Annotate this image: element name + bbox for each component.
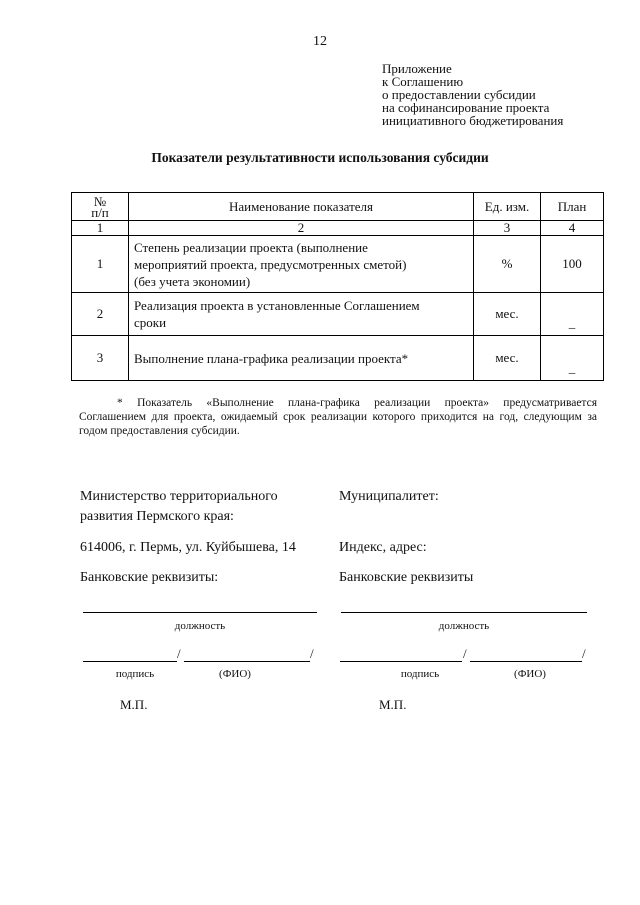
ministry-bank-details: Банковские реквизиты: — [80, 570, 219, 585]
row-num: 2 — [72, 293, 129, 336]
row-plan: _ — [541, 336, 604, 381]
header-num-abbrev: п/п — [91, 204, 109, 220]
row-name-line: Степень реализации проекта (выполнение — [134, 239, 368, 255]
municipality-slash: / — [582, 646, 586, 661]
row-name — [129, 236, 474, 293]
row-name — [129, 336, 474, 381]
ministry-name — [80, 487, 330, 527]
municipality-position-line — [341, 612, 587, 613]
header-plan: План — [541, 193, 604, 221]
ministry-fio-line — [184, 661, 310, 662]
row-num: 3 — [72, 336, 129, 381]
ministry-position-label: должность — [174, 620, 226, 632]
row-num: 1 — [72, 236, 129, 293]
municipality-bank-details: Банковские реквизиты — [339, 570, 474, 585]
header-name: Наименование показателя — [129, 193, 474, 221]
header-unit: Ед. изм. — [474, 193, 541, 221]
appendix-line: Приложение — [382, 61, 452, 76]
row-unit: мес. — [474, 336, 541, 381]
ministry-name-line: развития Пермского края: — [80, 509, 234, 524]
municipality-fio-line — [470, 661, 582, 662]
row-name — [129, 293, 474, 336]
appendix-line: к Соглашению — [382, 74, 464, 89]
row-name-line: Реализация проекта в установленные Соглашением — [134, 298, 420, 313]
row-name-line: (без учета экономии) — [134, 273, 251, 289]
table-row — [72, 236, 604, 293]
municipality-slash: / — [463, 646, 467, 661]
index-cell: 2 — [129, 221, 474, 236]
ministry-signature-line — [83, 661, 177, 662]
appendix-note — [382, 62, 563, 127]
ministry-slash: / — [177, 646, 181, 661]
indicators-table — [71, 192, 604, 381]
document-title: Показатели результативности использования субсидии — [151, 150, 489, 165]
ministry-slash: / — [310, 646, 314, 661]
appendix-line: на софинансирование проекта — [382, 100, 550, 115]
table-header-row — [72, 193, 604, 221]
row-plan: 100 — [541, 236, 604, 293]
row-unit: % — [474, 236, 541, 293]
row-name-line: сроки — [134, 315, 167, 330]
municipality-name: Муниципалитет: — [339, 489, 439, 504]
ministry-stamp-placeholder: М.П. — [120, 697, 148, 712]
footnote: * Показатель «Выполнение плана-графика реализации проекта» предусматривается Соглашением для проекта, ожидаемый срок реализации которого приходится на год, следующим за годом предоставления субсидии. — [79, 397, 597, 437]
appendix-line: инициативного бюджетирования — [382, 113, 564, 128]
table-row — [72, 336, 604, 381]
ministry-position-line — [83, 612, 317, 613]
municipality-stamp-placeholder: М.П. — [379, 697, 407, 712]
ministry-fio-label: (ФИО) — [219, 668, 251, 680]
appendix-line: о предоставлении субсидии — [382, 87, 536, 102]
index-cell: 3 — [474, 221, 541, 236]
table-index-row — [72, 221, 604, 236]
header-num-symbol: № — [93, 193, 107, 209]
row-name-line: мероприятий проекта, предусмотренных сметой) — [134, 256, 407, 272]
row-plan: _ — [541, 293, 604, 336]
municipality-signature-line — [340, 661, 462, 662]
page-number: 12 — [313, 34, 327, 49]
row-name-line: Выполнение плана-графика реализации проекта* — [134, 350, 409, 366]
ministry-name-line: Министерство территориального — [80, 489, 278, 504]
ministry-address: 614006, г. Пермь, ул. Куйбышева, 14 — [80, 540, 296, 555]
municipality-fio-label: (ФИО) — [514, 668, 546, 680]
row-unit: мес. — [474, 293, 541, 336]
ministry-signature-label: подпись — [115, 668, 155, 680]
index-cell: 1 — [72, 221, 129, 236]
municipality-address: Индекс, адрес: — [339, 540, 427, 555]
municipality-signature-label: подпись — [400, 668, 440, 680]
municipality-position-label: должность — [438, 620, 490, 632]
index-cell: 4 — [541, 221, 604, 236]
table-row — [72, 293, 604, 336]
header-num — [72, 193, 129, 221]
